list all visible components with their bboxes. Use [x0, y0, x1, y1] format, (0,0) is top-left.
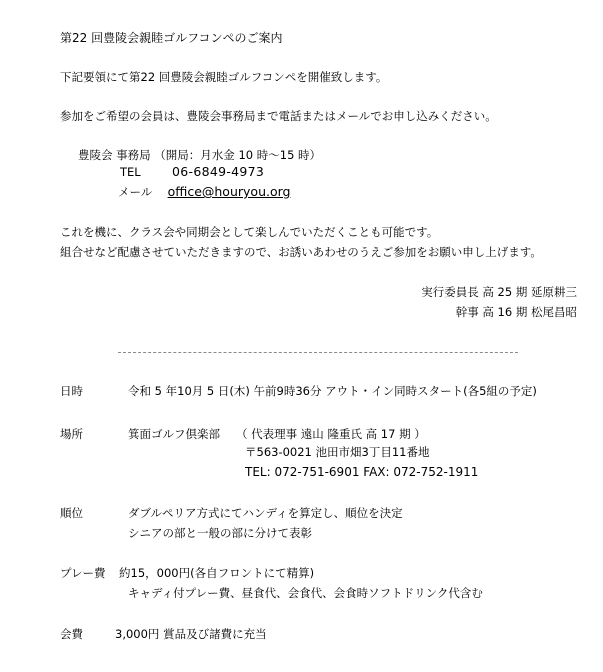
date-label: 日時	[60, 384, 83, 398]
office-phone: 06-6849-4973	[172, 164, 265, 179]
place-phone-fax: TEL: 072-751-6901 FAX: 072-752-1911	[245, 465, 479, 479]
mail-label: メール	[118, 185, 153, 199]
closing-line-2: 組合せなど配慮させていただきますので、お誘いあわせのうえご参加をお願い申し上げます。	[60, 245, 542, 259]
membership-fee-label: 会費	[60, 627, 83, 641]
place-address: 〒563-0021 池田市畑3丁目11番地	[245, 445, 430, 459]
tel-label: TEL	[120, 165, 141, 179]
dashed-divider	[118, 352, 518, 353]
organizer-secretary: 幹事 高 16 期 松尾昌昭	[455, 305, 577, 319]
ranking-line-2: シニアの部と一般の部に分けて表彰	[128, 526, 312, 540]
place-venue: 箕面ゴルフ倶楽部	[128, 427, 220, 441]
fee-line-2: キャディ付プレー費、昼食代、会食代、会食時ソフトドリンク代含む	[128, 586, 483, 600]
ranking-label: 順位	[60, 506, 83, 520]
ranking-line-1: ダブルペリア方式にてハンディを算定し、順位を決定	[128, 506, 403, 520]
place-label: 場所	[60, 427, 83, 441]
closing-line-1: これを機に、クラス会や同期会として楽しんでいただくことも可能です。	[60, 225, 439, 239]
office-email-link[interactable]: office@houryou.org	[167, 184, 291, 199]
organizer-chair: 実行委員長 高 25 期 延原耕三	[421, 285, 577, 299]
membership-fee-value: 3,000円 賞品及び諸費に充当	[115, 627, 267, 641]
place-representative: （ 代表理事 遠山 隆重氏 高 17 期 ）	[236, 427, 426, 441]
page-title: 第22 回豊陵会親睦ゴルフコンペのご案内	[60, 31, 283, 45]
request-text: 参加をご希望の会員は、豊陵会事務局まで電話またはメールでお申し込みください。	[60, 109, 497, 123]
office-tel-row	[120, 164, 264, 180]
office-name: 豊陵会 事務局 （開局：月水金 10 時～15 時）	[78, 148, 322, 162]
date-value: 令和 5 年10月 5 日(木) 午前9時36分 アウト・イン同時スタート(各5組の予定)	[128, 384, 537, 398]
fee-line-1: 約15，000円(各自フロントにて精算)	[119, 566, 315, 580]
fee-label: プレー費	[60, 566, 106, 580]
office-mail-row	[118, 184, 290, 200]
intro-text: 下記要領にて第22 回豊陵会親睦ゴルフコンペを開催致します。	[60, 70, 388, 84]
